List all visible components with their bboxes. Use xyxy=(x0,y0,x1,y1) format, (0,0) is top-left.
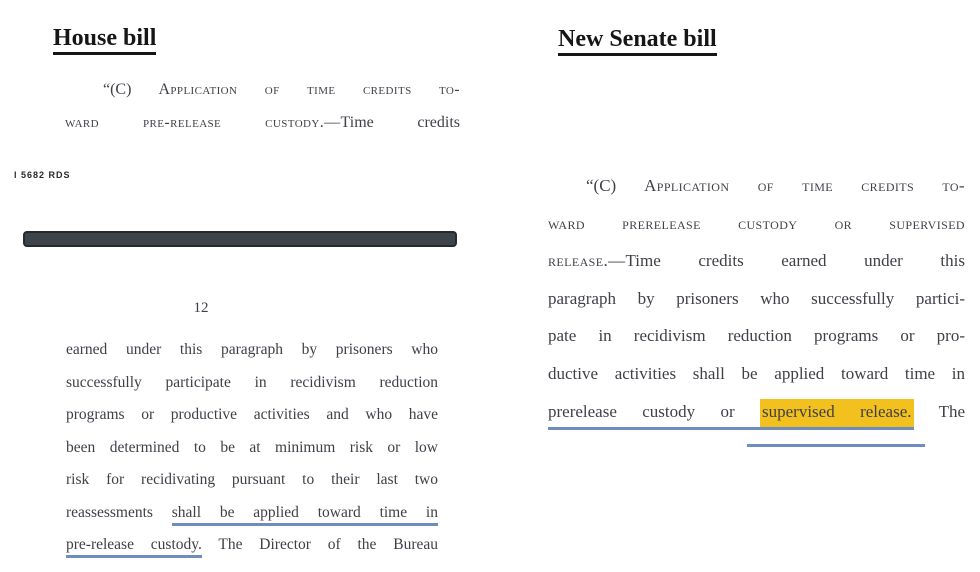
text-segment: reassessments xyxy=(66,503,172,521)
senate-bill-heading: New Senate bill xyxy=(558,27,717,56)
text-line xyxy=(66,367,438,400)
text-segment: “(C) xyxy=(586,176,645,195)
text-line xyxy=(548,242,965,280)
text-segment: risk for recidivating pursuant to their last two xyxy=(66,471,438,488)
text-segment: The xyxy=(913,401,965,421)
text-segment: pate in recidivism reduction programs or pro- xyxy=(548,326,965,346)
text-segment: ward prerelease custody or supervised xyxy=(548,213,965,233)
text-segment: Time credits xyxy=(340,114,460,131)
text-segment: “(C) xyxy=(103,81,159,98)
text-line xyxy=(65,73,460,106)
text-line xyxy=(548,280,965,318)
text-line xyxy=(548,205,965,243)
text-line xyxy=(548,355,965,393)
highlighted-text: supervised release. xyxy=(760,399,914,430)
text-line xyxy=(66,334,438,367)
page-break-divider xyxy=(23,231,457,247)
house-bill-heading: House bill xyxy=(53,26,156,55)
house-bill-excerpt-body xyxy=(66,334,438,562)
text-line xyxy=(66,529,438,562)
text-segment: ward pre-release custody.— xyxy=(65,114,341,131)
bill-stamp: l 5682 RDS xyxy=(14,170,71,180)
text-line xyxy=(66,497,438,530)
double-underline-line xyxy=(747,444,925,447)
text-segment: programs or productive activities and who have xyxy=(66,406,438,423)
text-segment: paragraph by prisoners who successfully partici- xyxy=(548,288,965,308)
text-line xyxy=(548,317,965,355)
text-segment: release.— xyxy=(548,251,626,271)
text-line xyxy=(65,106,460,139)
text-segment: ductive activities shall be applied toward time in xyxy=(548,363,965,383)
text-segment: Application of time credits to- xyxy=(158,81,460,98)
text-segment: Time credits earned under this xyxy=(625,251,965,271)
senate-bill-excerpt-body xyxy=(548,167,965,430)
text-line xyxy=(66,464,438,497)
text-line xyxy=(548,393,965,431)
text-segment: Application of time credits to- xyxy=(644,176,965,195)
text-segment: been determined to be at minimum risk or low xyxy=(66,438,438,456)
text-line xyxy=(66,432,438,465)
text-line xyxy=(66,399,438,432)
house-bill-excerpt-top xyxy=(65,73,460,139)
text-segment: successfully participate in recidivism reduction xyxy=(66,373,438,391)
underlined-text: shall be applied toward time in xyxy=(172,504,438,526)
text-line xyxy=(548,167,965,205)
page-number: 12 xyxy=(193,300,209,316)
text-segment: The Director of the Bureau xyxy=(201,536,438,553)
text-segment: earned under this paragraph by prisoners who xyxy=(66,341,438,358)
underlined-text: prerelease custody or xyxy=(548,402,760,430)
underlined-text: pre-release custody. xyxy=(66,536,202,558)
